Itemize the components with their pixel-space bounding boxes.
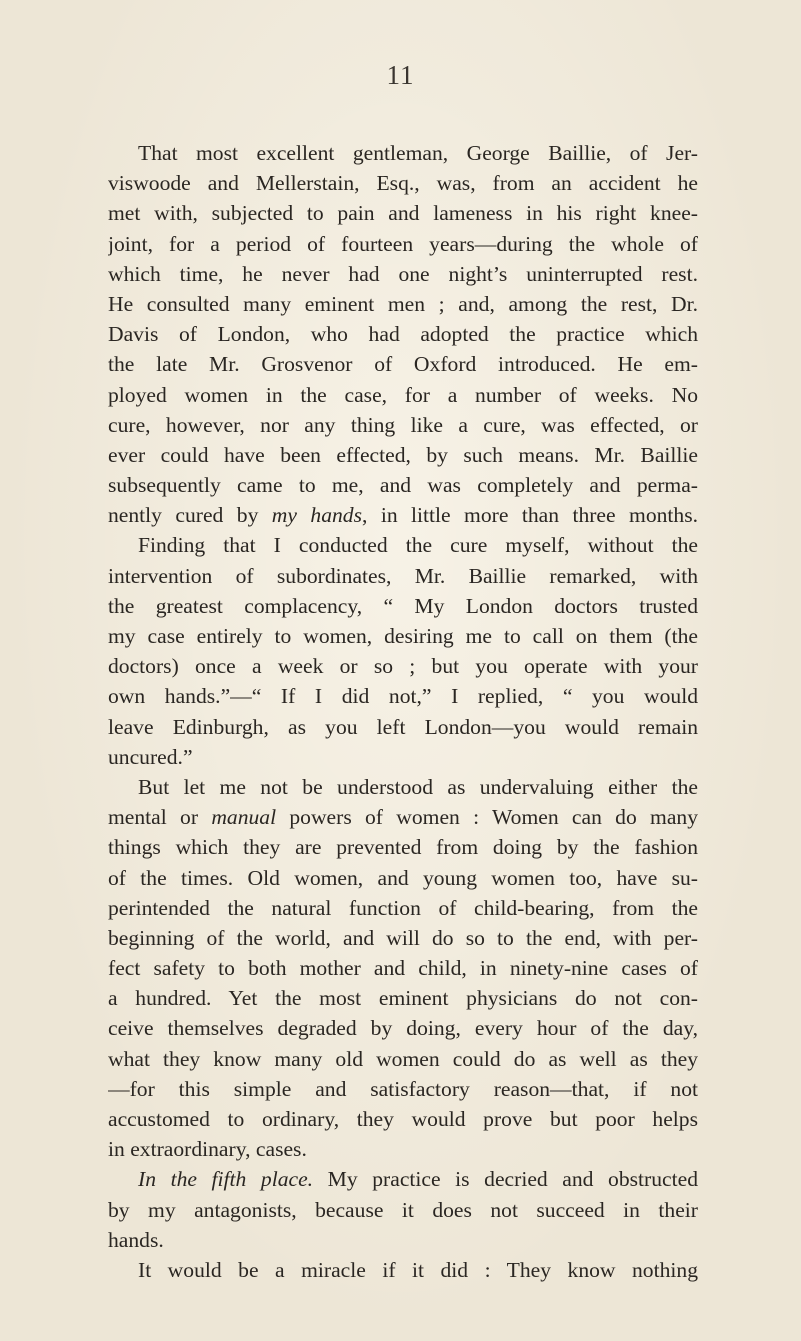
line-text: nently cured by: [108, 503, 272, 528]
italic-text: my hands: [271, 503, 362, 528]
line-text: But let me not be understood as undervaluing either the: [138, 774, 698, 799]
line-text: ceive themselves degraded by doing, every hour of the day,: [108, 1016, 698, 1041]
line-text: which time, he never had one night’s uninterrupted rest.: [108, 261, 698, 286]
text-line: [108, 1104, 698, 1134]
line-text: He consulted many eminent men ; and, among the rest, Dr.: [108, 291, 698, 316]
line-text: joint, for a period of fourteen years—during the whole of: [108, 231, 698, 256]
text-line: [108, 863, 698, 893]
text-line: [108, 772, 698, 802]
line-text: Finding that I conducted the cure myself, without the: [138, 533, 698, 558]
text-line: [108, 289, 698, 319]
text-line: [108, 1195, 698, 1225]
text-line: [108, 1255, 698, 1285]
text-line: [108, 923, 698, 953]
line-text: the greatest complacency, “ My London doctors trusted: [108, 593, 698, 618]
line-text: a hundred. Yet the most eminent physicians do not con-: [108, 986, 698, 1011]
text-line: [108, 138, 698, 168]
text-line: [108, 1134, 698, 1164]
line-text: the late Mr. Grosvenor of Oxford introduced. He em-: [108, 352, 698, 377]
line-text: —for this simple and satisfactory reason—that, if not: [108, 1076, 698, 1101]
line-text: things which they are prevented from doing by the fashion: [108, 835, 698, 860]
line-text: what they know many old women could do as well as they: [108, 1046, 698, 1071]
text-line: [108, 893, 698, 923]
text-line: [108, 440, 698, 470]
text-line: [108, 953, 698, 983]
text-line: [108, 168, 698, 198]
line-text: ever could have been effected, by such means. Mr. Baillie: [108, 442, 698, 467]
line-text: My practice is decried and obstructed: [313, 1167, 698, 1192]
text-line: [108, 410, 698, 440]
line-text: uncured.”: [108, 744, 193, 769]
line-text: Davis of London, who had adopted the practice which: [108, 322, 698, 347]
text-line: [108, 259, 698, 289]
text-line: [108, 530, 698, 560]
line-text: accustomed to ordinary, they would prove but poor helps: [108, 1107, 698, 1131]
text-line: [108, 198, 698, 228]
italic-text: In the fifth place.: [138, 1167, 314, 1192]
line-text: my case entirely to women, desiring me to call on them (the: [108, 624, 698, 648]
line-text: doctors) once a week or so ; but you operate with your: [108, 654, 698, 679]
text-line: [108, 681, 698, 711]
line-text: hands.: [108, 1227, 164, 1252]
line-text: powers of women : Women can do many: [276, 805, 698, 830]
text-line: [108, 621, 698, 651]
line-text: of the times. Old women, and young women too, have su-: [108, 865, 698, 890]
line-text: subsequently came to me, and was completely and perma-: [108, 473, 698, 498]
text-line: [108, 470, 698, 500]
text-line: [108, 802, 698, 832]
line-text: viswoode and Mellerstain, Esq., was, from an accident he: [108, 171, 698, 196]
line-text: , in little more than three months.: [362, 503, 698, 528]
text-line: [108, 561, 698, 591]
line-text: mental or: [108, 805, 212, 830]
text-line: [108, 983, 698, 1013]
text-line: [108, 1074, 698, 1104]
line-text: ployed women in the case, for a number of weeks. No: [108, 382, 698, 407]
line-text: It would be a miracle if it did : They know nothing: [138, 1257, 698, 1282]
text-line: [108, 319, 698, 349]
line-text: fect safety to both mother and child, in ninety-nine cases of: [108, 956, 698, 981]
text-line: [108, 500, 698, 530]
text-line: [108, 229, 698, 259]
line-text: leave Edinburgh, as you left London—you would remain: [108, 714, 698, 739]
text-line: [108, 1225, 698, 1255]
text-line: [108, 1044, 698, 1074]
text-line: [108, 380, 698, 410]
line-text: in extraordinary, cases.: [108, 1137, 307, 1162]
text-line: [108, 591, 698, 621]
line-text: beginning of the world, and will do so to the end, with per-: [108, 925, 698, 950]
page-number: 11: [386, 60, 415, 90]
line-text: cure, however, nor any thing like a cure, was effected, or: [108, 412, 698, 437]
line-text: perintended the natural function of child-bearing, from the: [108, 895, 698, 920]
text-line: [108, 1013, 698, 1043]
text-line: [108, 349, 698, 379]
line-text: met with, subjected to pain and lameness in his right knee-: [108, 201, 698, 226]
text-line: [108, 832, 698, 862]
text-line: [108, 651, 698, 681]
line-text: That most excellent gentleman, George Baillie, of Jer-: [138, 141, 698, 165]
text-line: [108, 742, 698, 772]
italic-text: manual: [211, 805, 277, 830]
line-text: own hands.”—“ If I did not,” I replied, “ you would: [108, 684, 698, 709]
body-text: [108, 138, 698, 1285]
line-text: by my antagonists, because it does not succeed in their: [108, 1197, 698, 1222]
line-text: intervention of subordinates, Mr. Baillie remarked, with: [108, 563, 698, 588]
text-line: [108, 712, 698, 742]
text-line: [108, 1164, 698, 1194]
